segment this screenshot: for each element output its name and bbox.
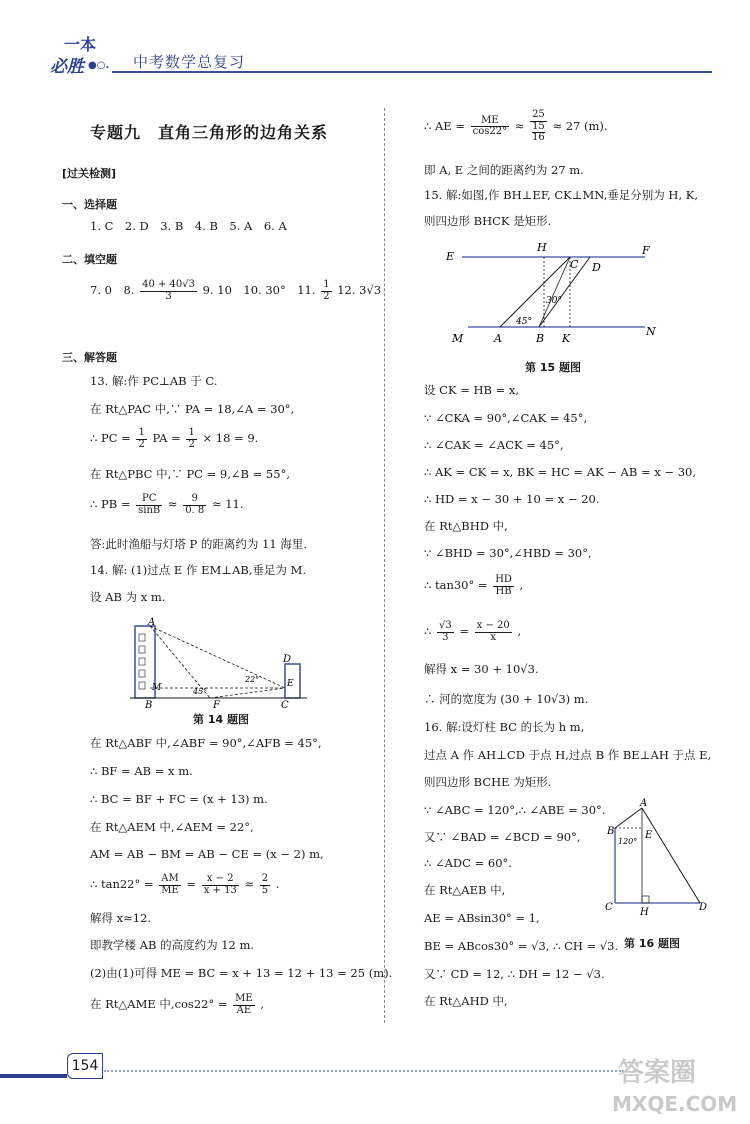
q16-line-1: 16. 解:设灯柱 BC 的长为 h m, [424, 720, 585, 734]
q14-line-2: 设 AB 为 x m. [90, 590, 166, 604]
fig16-label-a: A [640, 798, 648, 809]
watermark-url: MXQE.COM [612, 1092, 738, 1116]
fig14-label-a: A [148, 617, 156, 628]
q14-line-4: ∴ BF = AB = x m. [90, 764, 193, 778]
figure-15-caption: 第 15 题图 [525, 361, 581, 374]
fig16-label-e: E [645, 830, 653, 841]
footer-bar [0, 1074, 67, 1078]
figure-14-caption: 第 14 题图 [193, 713, 249, 726]
check-tag: [过关检测] [62, 167, 117, 180]
figure-15 [440, 238, 670, 348]
q14-line-8: ∴ tan22° = $\frac{AM}{ME}$ = $\frac{x - 2}{x + 13}$ ≈ $\frac{2}{5}$ . [90, 873, 280, 896]
q15-line-4: ∵ ∠CKA = 90°,∠CAK = 45°, [424, 411, 588, 425]
logo-top-text: 一本 [64, 35, 97, 54]
q14-line-11: (2)由(1)可得 ME = BC = x + 13 = 12 + 13 = 25 (m). [90, 966, 393, 980]
fill-blank-answers [90, 280, 381, 302]
fig15-label-a: A [494, 332, 502, 345]
q14-line-13: ∴ AE = $\frac{ME}{\cos 22^\circ}$ ≈ 25 15 16 ≈ 27 (m). [424, 109, 608, 143]
figure-16 [600, 798, 712, 918]
fig15-label-d: D [592, 261, 601, 274]
q13-line-5: ∴ PB = $\frac{PC}{\sin B}$ ≈ $\frac{9}{0. 8}$ ≈ 11. [90, 493, 244, 516]
fig14-angle-22: 22° [245, 675, 260, 684]
solution-heading: 三、解答题 [62, 351, 117, 364]
watermark-logo: 答案圈 [618, 1058, 697, 1088]
fig16-angle-120: 120° [618, 837, 638, 846]
q13-line-3: ∴ PC = $\frac{1}{2}$ PA = $\frac{1}{2}$ × 18 = 9. [90, 427, 259, 450]
q13-line-1: 13. 解:作 PC⊥AB 于 C. [90, 374, 218, 388]
fill-blank-heading: 二、填空题 [62, 253, 117, 266]
q15-line-11: ∴ $\frac{√3}{3}$ = $\frac{x - 20}{x}$ , [424, 620, 522, 643]
figure-16-caption: 第 16 题图 [624, 937, 680, 950]
q14-line-12: 在 Rt△AME 中,cos22° = $\frac{ME}{AE}$ , [90, 993, 265, 1016]
fig16-label-d: D [699, 902, 708, 913]
answer-7-8-label: 7. 0 8. [90, 283, 135, 297]
fig14-angle-45: 45° [193, 687, 208, 696]
q14-line-9: 解得 x≈12. [90, 911, 152, 925]
fig14-label-b: B [145, 700, 153, 711]
q15-line-8: 在 Rt△BHD 中, [424, 519, 508, 533]
q16-line-10: 又∵ CD = 12, ∴ DH = 12 − √3. [424, 967, 605, 981]
fig16-label-b: B [607, 826, 615, 837]
column-divider [384, 108, 385, 1023]
series-logo [48, 32, 110, 76]
fig15-label-h: H [537, 241, 547, 254]
q15-answer: ∴ 河的宽度为 (30 + 10√3) m. [424, 692, 589, 706]
q16-line-8: AE = ABsin30° = 1, [424, 911, 540, 925]
q15-line-1: 15. 解:如图,作 BH⊥EF, CK⊥MN,垂足分别为 H, K, [424, 188, 699, 202]
q15-line-9: ∵ ∠BHD = 30°,∠HBD = 30°, [424, 546, 592, 560]
fig14-label-c: C [281, 700, 289, 711]
fig15-label-e: E [446, 250, 455, 263]
footer-dotted-rule [104, 1070, 624, 1072]
q15-line-2: 则四边形 BHCK 是矩形. [424, 214, 552, 228]
logo-dots: ●○. [88, 60, 110, 71]
q14-line-5: ∴ BC = BF + FC = (x + 13) m. [90, 792, 268, 806]
q16-line-7: 在 Rt△AEB 中, [424, 883, 506, 897]
fig14-label-d: D [283, 654, 292, 665]
section-title: 专题九 直角三角形的边角关系 [90, 123, 329, 142]
q15-line-10: ∴ tan30° = $\frac{HD}{HB}$ , [424, 574, 524, 597]
figure-14 [125, 612, 315, 712]
q14-line-6: 在 Rt△AEM 中,∠AEM = 22°, [90, 820, 254, 834]
q15-line-5: ∴ ∠CAK = ∠ACK = 45°, [424, 438, 564, 452]
q14-line-3: 在 Rt△ABF 中,∠ABF = 90°,∠AFB = 45°, [90, 736, 322, 750]
q16-line-2: 过点 A 作 AH⊥CD 于点 H,过点 B 作 BE⊥AH 于点 E, [424, 748, 712, 762]
q13-line-2: 在 Rt△PAC 中,∵ PA = 18,∠A = 30°, [90, 402, 295, 416]
series-title: 中考数学总复习 [133, 53, 246, 71]
multiple-choice-heading: 一、选择题 [62, 198, 117, 211]
fig16-label-c: C [605, 902, 613, 913]
q16-line-9: BE = ABcos30° = √3, ∴ CH = √3. [424, 939, 619, 953]
q16-line-4: ∵ ∠ABC = 120°,∴ ∠ABE = 30°. [424, 803, 606, 817]
q16-line-6: ∴ ∠ADC = 60°. [424, 856, 512, 870]
q16-line-11: 在 Rt△AHD 中, [424, 994, 508, 1008]
header-rule [112, 71, 712, 73]
fig15-label-k: K [562, 332, 571, 345]
fig14-label-m: M [152, 683, 162, 693]
fig15-label-c: C [570, 258, 579, 271]
q15-line-12: 解得 x = 30 + 10√3. [424, 662, 539, 676]
fig14-label-e: E [287, 679, 294, 689]
fig15-label-n: N [646, 325, 656, 338]
q14-answer: 即 A, E 之间的距离约为 27 m. [424, 163, 584, 177]
fig15-label-b: B [536, 332, 545, 345]
answer-11-fraction: $\frac{1}{2}$ [323, 279, 330, 302]
q14-line-7: AM = AB − BM = AB − CE = (x − 2) m, [90, 847, 324, 861]
answer-12-label: 12. 3√3 [337, 283, 382, 297]
q16-line-3: 则四边形 BCHE 为矩形. [424, 775, 552, 789]
fig15-label-f: F [642, 244, 650, 257]
q14-line-10: 即教学楼 AB 的高度约为 12 m. [90, 938, 255, 952]
answer-8-fraction: $\frac{40 + 40√3}{3}$ [142, 279, 195, 302]
fig14-label-f: F [213, 700, 220, 711]
answer-9-11-label: 9. 10 10. 30° 11. [202, 283, 316, 297]
q15-line-3: 设 CK = HB = x, [424, 383, 520, 397]
q14-line-1: 14. 解: (1)过点 E 作 EM⊥AB,垂足为 M. [90, 563, 307, 577]
q15-line-7: ∴ HD = x − 30 + 10 = x − 20. [424, 492, 600, 506]
multiple-choice-answers: 1. C 2. D 3. B 4. B 5. A 6. A [90, 219, 287, 233]
page-number: 154 [67, 1053, 103, 1079]
fig15-label-m: M [452, 332, 464, 345]
fig15-angle-45: 45° [516, 317, 532, 327]
fig16-label-h: H [640, 907, 649, 918]
logo-bottom-text: 必胜 [50, 57, 84, 77]
q13-line-4: 在 Rt△PBC 中,∵ PC = 9,∠B = 55°, [90, 467, 290, 481]
fig15-angle-30: 30° [546, 296, 562, 306]
q16-line-5: 又∵ ∠BAD = ∠BCD = 90°, [424, 830, 581, 844]
q15-line-6: ∴ AK = CK = x, BK = HC = AK − AB = x − 30, [424, 465, 696, 479]
q13-answer: 答:此时渔船与灯塔 P 的距离约为 11 海里. [90, 537, 308, 551]
